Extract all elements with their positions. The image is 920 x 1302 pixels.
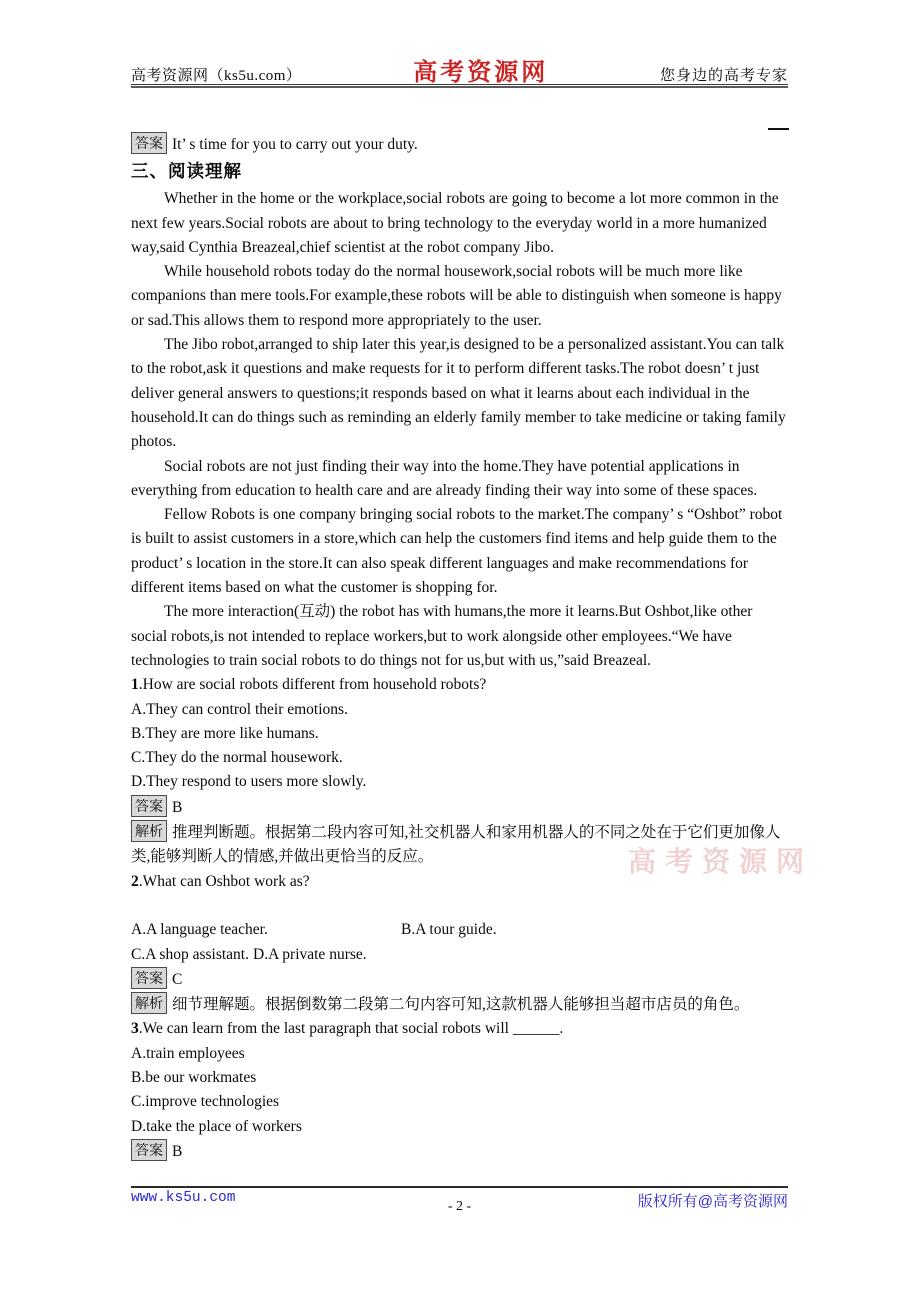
question-1 [131,673,788,697]
question-3-option-d: D.take the place of workers [131,1117,302,1135]
question-2-options-row-1 [131,918,788,942]
answer-badge: 答案 [131,795,167,817]
answer-text: It’ s time for you to carry out your duty. [172,136,418,153]
watermark: 高考资源网 [628,847,814,878]
article-paragraph: The more interaction(互动) the robot has with humans,the more it learns.But Oshbot,like other social robots,is not intended to replace workers,but to work alongside other employees.“We have technologies to train social robots to do things not for us,but with us,”said Breazeal. [131,603,753,669]
article-paragraph: Whether in the home or the workplace,social robots are going to become a lot more common in the next few years.Social robots are about to bring technology to the everyday world in a more humanized way,said Cynthia Breazeal,chief scientist at the robot company Jibo. [131,190,779,256]
question-1-analysis [131,820,788,870]
question-1-option-b: B.They are more like humans. [131,724,319,742]
article-paragraph: While household robots today do the normal housework,social robots will be much more like companions than mere tools.For example,these robots will be able to distinguish when someone is happy or sad.This allows them to respond more appropriately to the user. [131,263,782,329]
footer-copyright-link[interactable]: 版权所有@高考资源网 [637,1193,788,1210]
answer-badge: 答案 [131,967,167,989]
question-2-analysis [131,992,788,1017]
footer-site-link[interactable]: www.ks5u.com [131,1190,236,1206]
question-2-options-row-2 [131,943,788,967]
question-number: 2 [131,872,139,890]
question-2-option-c: C.A shop assistant. [131,945,249,963]
analysis-text: 推理判断题。根据第二段内容可知,社交机器人和家用机器人的不同之处在于它们更加像人类,能够判断人的情感,并做出更恰当的反应。 [131,824,781,866]
question-2-option-a: A.A language teacher. [131,921,268,939]
question-3-answer [131,1139,788,1164]
question-1-answer [131,795,788,820]
footer-divider [131,1186,788,1188]
question-number: 1 [131,676,139,694]
page-header [131,50,788,85]
answer-badge: 答案 [131,132,167,154]
question-1-option-c: C.They do the normal housework. [131,749,343,767]
header-slogan: 您身边的高考专家 [659,68,788,84]
answer-value: B [172,798,183,816]
answer-value: B [172,1142,183,1160]
question-1-option-a: A.They can control their emotions. [131,700,348,718]
site-logo: 高考资源网 [413,60,549,86]
header-divider [131,84,788,88]
question-3-option-c: C.improve technologies [131,1093,280,1111]
question-2 [131,870,788,894]
document-content [131,132,788,1164]
blank-line [131,894,788,918]
question-text: .How are social robots different from household robots? [138,676,487,694]
article-paragraph: The Jibo robot,arranged to ship later this year,is designed to be a personalized assistant.You can talk to the robot,ask it questions and make requests for it to perform different tasks.The robot doesn’ t just deliver general answers to questions;it responds based on what it learns about each individual in the household.It can do things such as reminding an elderly family member to take medicine or taking family photos. [131,336,786,451]
article-paragraph: Social robots are not just finding their way into the home.They have potential applications in everything from education to health care and are already finding their way into some of these spaces. [131,457,758,499]
page-footer [131,1190,788,1214]
question-3-option-a: A.train employees [131,1044,245,1062]
page-number: - 2 - [447,1199,472,1214]
question-3-option-b: B.be our workmates [131,1068,257,1086]
answer-badge: 答案 [131,1139,167,1161]
question-1-option-d: D.They respond to users more slowly. [131,773,367,791]
question-2-answer [131,967,788,992]
analysis-badge: 解析 [131,820,167,842]
answer-value: C [172,970,183,988]
question-number: 3 [131,1020,139,1038]
question-text: .We can learn from the last paragraph that social robots will ______. [138,1020,564,1038]
article-paragraph: Fellow Robots is one company bringing social robots to the market.The company’ s “Oshbot” robot is built to assist customers in a store,which can help the customers find items and help guide them to the product’ s location in the store.It can also speak different languages and make recommendations for different items based on what the customer is shopping for. [131,506,783,597]
carryover-answer-line [131,132,788,157]
question-2-option-b: B.A tour guide. [401,921,497,939]
question-text: .What can Oshbot work as? [138,872,310,890]
analysis-text: 细节理解题。根据倒数第二段第二句内容可知,这款机器人能够担当超市店员的角色。 [172,996,750,1014]
analysis-badge: 解析 [131,992,167,1014]
question-3 [131,1017,788,1041]
blank-underline-dash [768,128,789,130]
header-site-name: 高考资源网（ks5u.com） [131,68,302,84]
question-2-option-d: D.A private nurse. [253,945,367,963]
section-title: 三、阅读理解 [131,161,242,182]
